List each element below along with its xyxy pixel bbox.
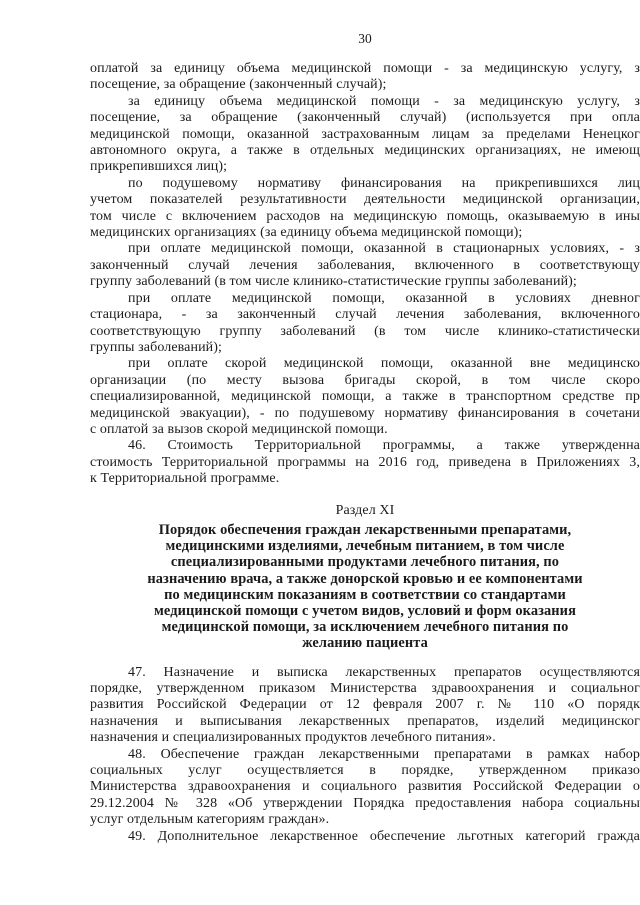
text-line: 46. Стоимость Территориальной программы, а также утвержденна	[128, 438, 640, 454]
text-line: назначению врача, а также донорской кровью и ее компонентами	[147, 570, 583, 587]
text-line: по медицинским показаниям в соответствии со стандартами	[164, 586, 566, 603]
text-line: медицинской помощи с учетом видов, условий и форм оказания	[154, 602, 576, 619]
text-line: посещение, за обращение (законченный случай);	[90, 77, 387, 93]
page-number: 30	[358, 31, 372, 46]
text-line: с оплатой за вызов скорой медицинской помощи.	[90, 421, 388, 437]
text-line: при оплате медицинской помощи, оказанной в условиях дневног	[128, 290, 640, 306]
text-line: 48. Обеспечение граждан лекарственными препаратами в рамках набор	[128, 746, 640, 762]
text-line: Раздел XI	[335, 502, 395, 518]
text-line: медицинскими изделиями, лечебным питанием, в том числе	[165, 538, 565, 555]
text-line: 49. Дополнительное лекарственное обеспечение льготных категорий гражда	[128, 828, 640, 844]
text-line: специализированными продуктами лечебного питания, по	[170, 554, 560, 571]
text-line: том числе с включением расходов на медицинскую помощь, оказываемую в ины	[90, 208, 640, 224]
text-line: прикрепившихся лиц);	[90, 159, 228, 175]
paragraph-47	[90, 665, 640, 747]
text-line: Порядок обеспечения граждан лекарственными препаратами,	[158, 521, 572, 538]
text-line: организации (по месту вызова бригады скорой, в том числе скоро	[90, 372, 640, 388]
paragraph-inpatient	[90, 241, 640, 290]
paragraph-per-capita	[90, 176, 640, 242]
paragraph-day-hospital	[90, 291, 640, 357]
text-line: при оплате скорой медицинской помощи, оказанной вне медицинско	[128, 356, 640, 372]
paragraph-46	[90, 438, 640, 487]
text-line: специализированной, медицинской помощи, а также в транспортном средстве пр	[90, 389, 640, 405]
paragraph-unit-volume	[90, 94, 640, 176]
text-line: 47. Назначение и выписка лекарственных препаратов осуществляются	[128, 664, 640, 680]
paragraph-49	[90, 829, 640, 845]
text-line: оплатой за единицу объема медицинской помощи - за медицинскую услугу, з	[90, 61, 640, 76]
paragraph-continuation	[90, 61, 640, 94]
text-line: медицинских организациях (за единицу объема медицинской помощи);	[90, 225, 523, 241]
section-heading-xi	[90, 522, 640, 652]
text-line: порядке, утвержденном приказом Министерства здравоохранения и социальног	[90, 681, 640, 696]
text-line: группу заболеваний (в том числе клинико-статистические группы заболеваний);	[90, 274, 577, 290]
text-line: стационара, - за законченный случай лечения заболевания, включенного	[90, 307, 640, 323]
text-line: Министерства здравоохранения и социального развития Российской Федерации о	[90, 779, 640, 795]
text-line: соответствующую группу заболеваний (в том числе клинико-статистически	[90, 323, 640, 339]
text-line: социальных услуг осуществляется в порядке, утвержденном приказо	[90, 763, 640, 779]
text-line: законченный случай лечения заболевания, включенного в соответствующу	[90, 257, 640, 273]
text-line: стоимость Территориальной программы на 2016 год, приведена в Приложениях 3,	[90, 454, 640, 470]
text-line: медицинской помощи, за исключением лечебного питания по	[161, 619, 569, 636]
document-body	[90, 61, 640, 845]
text-line: услуг отдельным категориям граждан».	[90, 812, 330, 828]
text-line: автономного округа, а также в отдельных медицинских организациях, не имеющ	[90, 143, 640, 159]
text-line: к Территориальной программе.	[90, 471, 280, 487]
text-line: медицинской эвакуации), - по подушевому нормативу финансирования в сочетани	[90, 405, 640, 421]
paragraph-48	[90, 747, 640, 829]
text-line: медицинской помощи, оказанной застрахованным лицам за пределами Ненецког	[90, 126, 640, 142]
paragraph-ambulance	[90, 356, 640, 438]
text-line: желанию пациента	[302, 635, 428, 652]
section-label-xi	[90, 503, 640, 519]
text-line: при оплате медицинской помощи, оказанной в стационарных условиях, - з	[128, 241, 640, 257]
text-line: назначения и выписывания лекарственных препаратов, изделий медицинског	[90, 713, 640, 729]
text-line: развития Российской Федерации от 12 февраля 2007 г. № 110 «О порядк	[90, 697, 640, 713]
text-line: группы заболеваний);	[90, 339, 222, 355]
text-line: по подушевому нормативу финансирования на прикрепившихся лиц	[128, 175, 640, 191]
text-line: учетом показателей результативности деятельности медицинской организации,	[90, 192, 640, 208]
text-line: 29.12.2004 № 328 «Об утверждении Порядка предоставления набора социальны	[90, 795, 640, 811]
text-line: посещение, за обращение (законченный случай) (используется при опла	[90, 110, 640, 126]
text-line: назначения и специализированных продуктов лечебного питания».	[90, 730, 496, 746]
text-line: за единицу объема медицинской помощи - за медицинскую услугу, з	[128, 93, 640, 109]
